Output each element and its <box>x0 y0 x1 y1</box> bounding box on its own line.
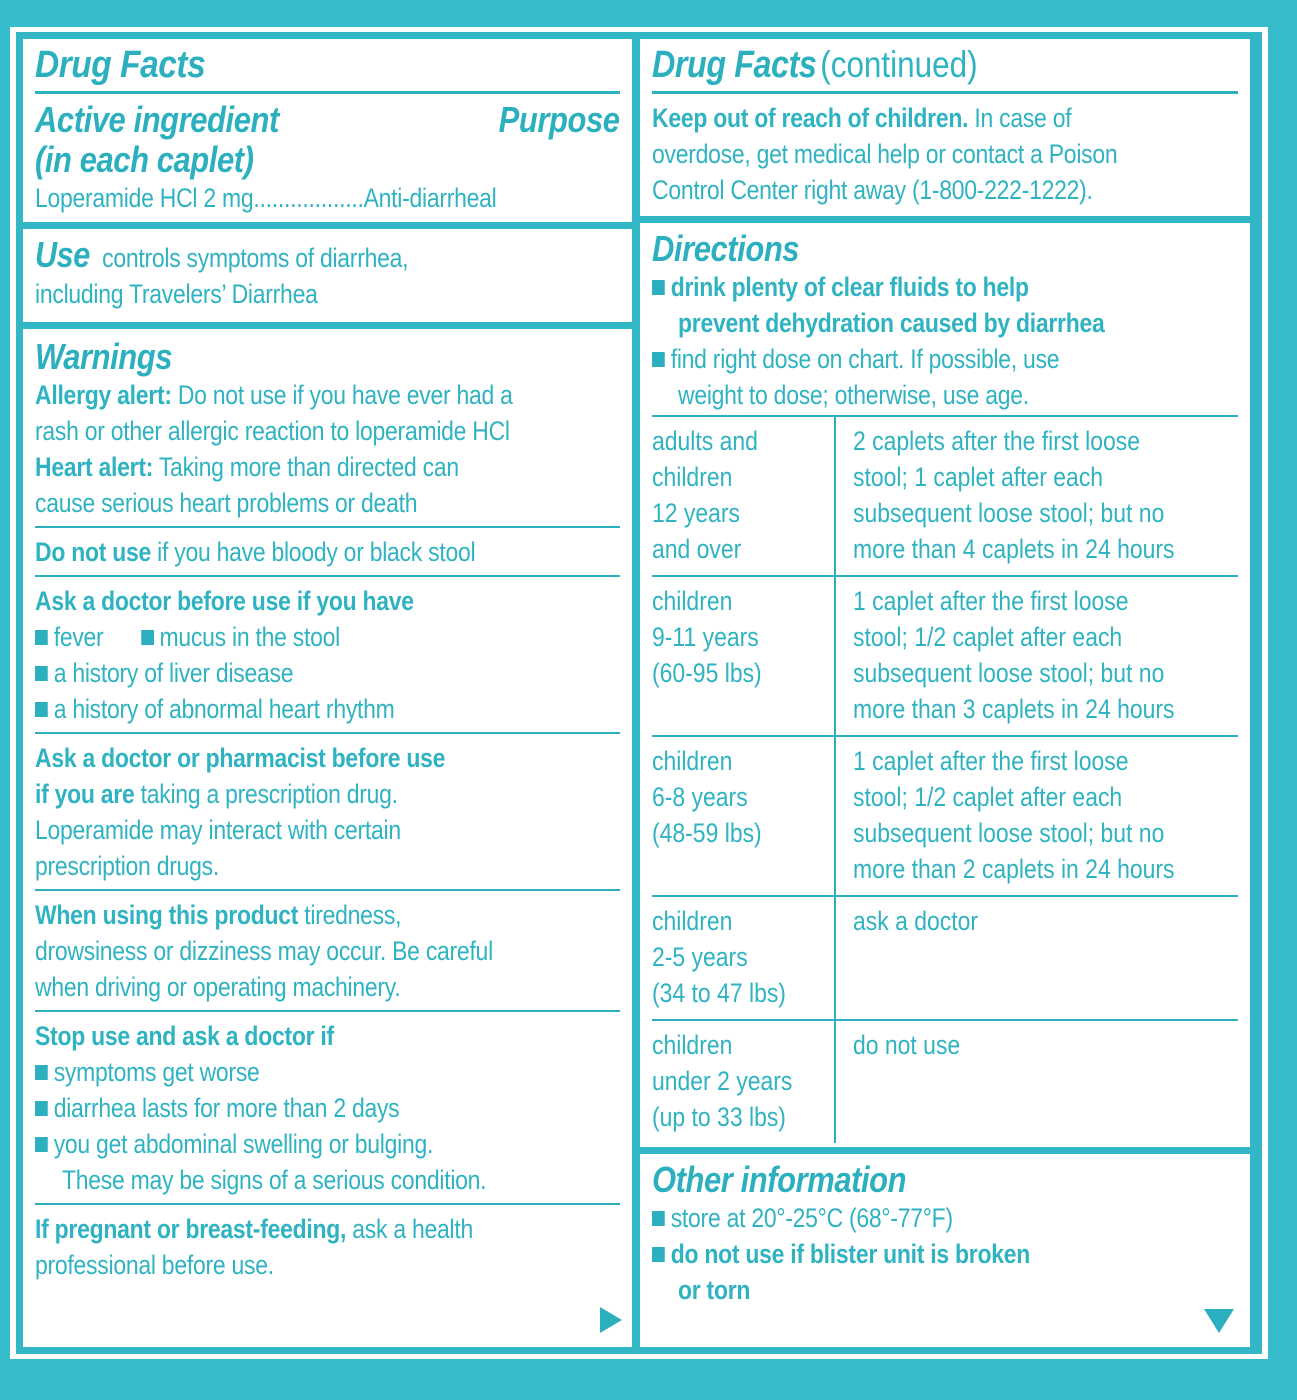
age-line: 2-5 years <box>652 942 748 972</box>
right-column <box>640 39 1250 1347</box>
keep-out-text-3: Control Center right away (1-800-222-1222). <box>652 175 1093 205</box>
use-text-1: controls symptoms of diarrhea, <box>102 243 409 273</box>
stop-use-item: symptoms get worse <box>53 1057 260 1087</box>
stop-use-continuation: These may be signs of a serious condition. <box>62 1165 487 1195</box>
directions-box <box>640 223 1250 1147</box>
ingredient-row <box>35 180 620 216</box>
age-line: 12 years <box>652 498 741 528</box>
age-line: 6-8 years <box>652 782 748 812</box>
table-row <box>652 416 1238 576</box>
age-line: children <box>652 586 733 616</box>
age-cell <box>652 896 835 1020</box>
heart-alert-text-2: cause serious heart problems or death <box>35 488 418 518</box>
ingredient-name: Loperamide HCl 2 mg <box>35 183 254 213</box>
dose-line: ask a doctor <box>853 906 979 936</box>
table-row <box>652 896 1238 1020</box>
dose-line: do not use <box>853 1030 961 1060</box>
bullet-icon <box>35 666 48 681</box>
dose-line: 1 caplet after the first loose <box>853 586 1129 616</box>
age-line: and over <box>652 534 742 564</box>
dose-line: more than 3 caplets in 24 hours <box>853 694 1175 724</box>
dose-line: more than 4 caplets in 24 hours <box>853 534 1175 564</box>
bullet-icon <box>35 630 48 645</box>
pregnant-text: ask a health <box>352 1214 473 1244</box>
dose-line: subsequent loose stool; but no <box>853 498 1165 528</box>
keep-out-text: In case of <box>974 103 1072 133</box>
table-row <box>652 736 1238 896</box>
use-box <box>23 229 632 322</box>
other-information-heading: Other information <box>652 1159 907 1200</box>
age-line: children <box>652 746 733 776</box>
dose-line: subsequent loose stool; but no <box>853 658 1165 688</box>
purpose-heading: Purpose <box>499 99 620 140</box>
dose-line: 2 caplets after the first loose <box>853 426 1141 456</box>
when-using-text: tiredness, <box>304 900 402 930</box>
ask-doctor-heading: Ask a doctor before use if you have <box>35 586 414 616</box>
table-row <box>652 1020 1238 1143</box>
age-line: children <box>652 906 733 936</box>
dose-line: stool; 1/2 caplet after each <box>853 622 1123 652</box>
directions-bullet-2-cont: weight to dose; otherwise, use age. <box>678 380 1029 410</box>
drug-facts-title: Drug Facts <box>35 44 206 86</box>
bullet-icon <box>35 1137 48 1152</box>
ask-pharmacist-text-3: prescription drugs. <box>35 851 219 881</box>
dose-line: stool; 1 caplet after each <box>853 462 1104 492</box>
divider <box>652 91 1238 94</box>
when-using-label: When using this product <box>35 900 299 930</box>
ask-pharmacist-heading-2: if you are <box>35 779 135 809</box>
dose-cell <box>835 416 1238 576</box>
dose-cell <box>835 736 1238 896</box>
continue-down-arrow-icon <box>1204 1309 1234 1333</box>
bullet-icon <box>141 630 154 645</box>
when-using-text-3: when driving or operating machinery. <box>35 972 401 1002</box>
dose-cell <box>835 1020 1238 1143</box>
drug-facts-label <box>10 27 1268 1359</box>
left-column <box>23 39 632 1347</box>
use-text-2: including Travelers’ Diarrhea <box>35 279 318 309</box>
dose-line: subsequent loose stool; but no <box>853 818 1165 848</box>
stop-use-heading: Stop use and ask a doctor if <box>35 1021 334 1051</box>
allergy-alert-label: Allergy alert: <box>35 380 172 410</box>
age-line: children <box>652 1030 733 1060</box>
age-cell <box>652 576 835 736</box>
bullet-icon <box>652 352 665 367</box>
ask-pharmacist-text-2: Loperamide may interact with certain <box>35 815 401 845</box>
directions-heading: Directions <box>652 228 800 269</box>
do-not-use-text: if you have bloody or black stool <box>157 537 476 567</box>
age-line: (up to 33 lbs) <box>652 1102 786 1132</box>
allergy-alert-text: Do not use if you have ever had a <box>177 380 513 410</box>
active-ingredient-box <box>23 39 632 222</box>
ask-pharmacist-text: taking a prescription drug. <box>140 779 398 809</box>
ask-doctor-item: a history of abnormal heart rhythm <box>53 694 395 724</box>
divider <box>35 1203 620 1205</box>
age-line: (60-95 lbs) <box>652 658 762 688</box>
drug-facts-panel <box>16 32 1262 1354</box>
divider <box>35 889 620 891</box>
ask-doctor-item: fever <box>53 622 104 652</box>
bullet-icon <box>652 280 665 295</box>
ask-doctor-item: a history of liver disease <box>53 658 294 688</box>
dose-line: stool; 1/2 caplet after each <box>853 782 1123 812</box>
bullet-icon <box>35 1101 48 1116</box>
dose-cell <box>835 576 1238 736</box>
blister-warning-cont: or torn <box>678 1275 751 1305</box>
heart-alert-text: Taking more than directed can <box>158 452 459 482</box>
do-not-use-label: Do not use <box>35 537 152 567</box>
bullet-icon <box>652 1211 665 1226</box>
use-heading: Use <box>35 234 90 275</box>
dose-line: 1 caplet after the first loose <box>853 746 1129 776</box>
age-line: under 2 years <box>652 1066 793 1096</box>
active-ingredient-header <box>35 100 620 180</box>
continue-right-arrow-icon <box>600 1307 622 1333</box>
keep-out-label: Keep out of reach of children. <box>652 103 969 133</box>
age-cell <box>652 416 835 576</box>
keep-out-box <box>640 39 1250 216</box>
dose-cell <box>835 896 1238 1020</box>
age-line: children <box>652 462 733 492</box>
divider <box>35 732 620 734</box>
dose-line: more than 2 caplets in 24 hours <box>853 854 1175 884</box>
age-line: (34 to 47 lbs) <box>652 978 786 1008</box>
directions-bullet-1-cont: prevent dehydration caused by diarrhea <box>678 308 1105 338</box>
bullet-icon <box>652 1247 665 1262</box>
warnings-box <box>23 329 632 1347</box>
bullet-icon <box>35 1065 48 1080</box>
when-using-text-2: drowsiness or dizziness may occur. Be careful <box>35 936 493 966</box>
leader-dots: .................. <box>253 183 364 213</box>
divider <box>35 526 620 528</box>
divider <box>35 575 620 577</box>
stop-use-item: you get abdominal swelling or bulging. <box>53 1129 434 1159</box>
age-cell <box>652 736 835 896</box>
continued-suffix: (continued) <box>820 44 978 85</box>
table-row <box>652 576 1238 736</box>
allergy-alert-text-2: rash or other allergic reaction to loperamide HCl <box>35 416 510 446</box>
bullet-icon <box>35 702 48 717</box>
pregnant-label: If pregnant or breast-feeding, <box>35 1214 347 1244</box>
continued-title <box>652 43 1238 87</box>
keep-out-text-2: overdose, get medical help or contact a Poison <box>652 139 1118 169</box>
ask-pharmacist-heading: Ask a doctor or pharmacist before use <box>35 743 446 773</box>
stop-use-item: diarrhea lasts for more than 2 days <box>53 1093 400 1123</box>
active-ingredient-heading: Active ingredient <box>35 99 279 140</box>
age-line: adults and <box>652 426 758 456</box>
heart-alert-label: Heart alert: <box>35 452 154 482</box>
storage-text: store at 20°-25°C (68°-77°F) <box>670 1203 953 1233</box>
ingredient-purpose: Anti-diarrheal <box>363 183 497 213</box>
pregnant-text-2: professional before use. <box>35 1250 274 1280</box>
blister-warning: do not use if blister unit is broken <box>670 1239 1031 1269</box>
dosing-table <box>652 415 1238 1143</box>
age-cell <box>652 1020 835 1143</box>
divider <box>35 1010 620 1012</box>
warnings-heading: Warnings <box>35 336 173 377</box>
directions-bullet-2: find right dose on chart. If possible, use <box>670 344 1060 374</box>
other-information-box <box>640 1154 1250 1347</box>
active-ingredient-subheading: (in each caplet) <box>35 139 254 180</box>
age-line: (48-59 lbs) <box>652 818 762 848</box>
ask-doctor-item: mucus in the stool <box>159 622 340 652</box>
divider <box>35 91 620 94</box>
drug-facts-continued-title: Drug Facts <box>652 44 817 86</box>
directions-bullet-1: drink plenty of clear fluids to help <box>670 272 1029 302</box>
age-line: 9-11 years <box>652 622 759 652</box>
